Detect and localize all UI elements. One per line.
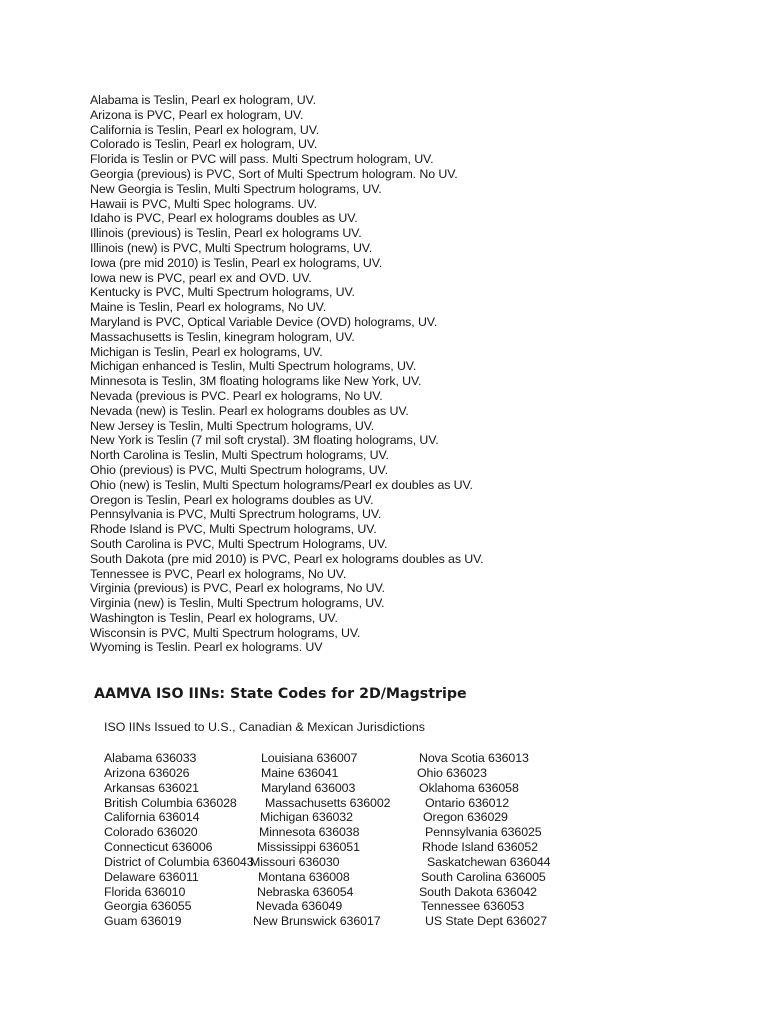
iin-cell: Ontario 636012 bbox=[425, 795, 510, 810]
iin-row bbox=[0, 870, 768, 885]
iin-cell: Louisiana 636007 bbox=[261, 751, 358, 765]
state-line: New Georgia is Teslin, Multi Spectrum holograms, UV. bbox=[90, 181, 382, 196]
state-line: Michigan is Teslin, Pearl ex holograms, UV. bbox=[90, 344, 323, 359]
iin-cell: Oklahoma 636058 bbox=[419, 780, 519, 795]
iin-cell: Rhode Island 636052 bbox=[422, 840, 538, 855]
iin-cell: Oregon 636029 bbox=[423, 810, 508, 825]
iin-cell: Nevada 636049 bbox=[256, 899, 343, 914]
state-line: North Carolina is Teslin, Multi Spectrum holograms, UV. bbox=[90, 448, 389, 463]
iin-cell: South Dakota 636042 bbox=[419, 884, 537, 899]
state-line: New Jersey is Teslin, Multi Spectrum holograms, UV. bbox=[90, 418, 375, 433]
iin-cell: Missouri 636030 bbox=[250, 854, 340, 869]
iin-cell: Colorado 636020 bbox=[104, 825, 198, 840]
state-line: Oregon is Teslin, Pearl ex holograms doubles as UV. bbox=[90, 492, 374, 507]
iin-cell: California 636014 bbox=[104, 810, 200, 825]
state-line: Iowa new is PVC, pearl ex and OVD. UV. bbox=[90, 270, 312, 285]
iin-cell: Montana 636008 bbox=[258, 869, 350, 884]
state-line: Nevada (previous is PVC. Pearl ex holograms, No UV. bbox=[90, 388, 383, 403]
state-line: Nevada (new) is Teslin. Pearl ex holograms doubles as UV. bbox=[90, 403, 409, 418]
state-line: Michigan enhanced is Teslin, Multi Spectrum holograms, UV. bbox=[90, 359, 417, 374]
state-line: Georgia (previous) is PVC, Sort of Multi Spectrum hologram. No UV. bbox=[90, 166, 458, 181]
state-line: Virginia (new) is Teslin, Multi Spectrum holograms, UV. bbox=[90, 596, 385, 611]
state-line: Wisconsin is PVC, Multi Spectrum holograms, UV. bbox=[90, 625, 361, 640]
iin-row bbox=[0, 914, 768, 929]
state-line: Iowa (pre mid 2010) is Teslin, Pearl ex holograms, UV. bbox=[90, 255, 383, 270]
section-title: AAMVA ISO IINs: State Codes for 2D/Magstripe bbox=[94, 686, 467, 702]
iin-cell: District of Columbia 636043 bbox=[104, 854, 254, 869]
iin-cell: Massachusetts 636002 bbox=[265, 795, 391, 810]
iin-cell: Ohio 636023 bbox=[417, 765, 487, 780]
state-line: California is Teslin, Pearl ex hologram, UV. bbox=[90, 122, 320, 137]
state-line: Idaho is PVC, Pearl ex holograms doubles as UV. bbox=[90, 211, 358, 226]
state-line: Florida is Teslin or PVC will pass. Multi Spectrum hologram, UV. bbox=[90, 152, 434, 167]
state-line: Minnesota is Teslin, 3M floating holograms like New York, UV. bbox=[90, 374, 422, 389]
iin-row bbox=[0, 751, 768, 766]
iin-cell: Maryland 636003 bbox=[261, 780, 356, 795]
state-line: Pennsylvania is PVC, Multi Sprectrum holograms, UV. bbox=[90, 507, 382, 522]
state-line: Colorado is Teslin, Pearl ex hologram, UV. bbox=[90, 137, 318, 152]
iin-cell: Nova Scotia 636013 bbox=[419, 751, 529, 765]
iin-cell: Saskatchewan 636044 bbox=[427, 854, 551, 869]
state-line: Ohio (previous) is PVC, Multi Spectrum holograms, UV. bbox=[90, 462, 388, 477]
state-line: Virginia (previous) is PVC, Pearl ex holograms, No UV. bbox=[90, 581, 385, 596]
state-line: Wyoming is Teslin. Pearl ex holograms. UV bbox=[90, 640, 323, 655]
iin-cell: US State Dept 636027 bbox=[425, 914, 547, 929]
iin-row bbox=[0, 766, 768, 781]
state-line: Washington is Teslin, Pearl ex holograms, UV. bbox=[90, 610, 338, 625]
state-line: Massachusetts is Teslin, kinegram hologram, UV. bbox=[90, 329, 355, 344]
state-line: Ohio (new) is Teslin, Multi Spectum holograms/Pearl ex doubles as UV. bbox=[90, 477, 473, 492]
state-material-list bbox=[90, 93, 710, 655]
state-line: Arizona is PVC, Pearl ex hologram, UV. bbox=[90, 107, 304, 122]
state-line: Alabama is Teslin, Pearl ex hologram, UV. bbox=[90, 93, 316, 107]
iin-cell: Delaware 636011 bbox=[104, 869, 199, 884]
iin-cell: Guam 636019 bbox=[104, 914, 182, 929]
iin-cell: Alabama 636033 bbox=[104, 751, 197, 765]
iin-row bbox=[0, 855, 768, 870]
iin-cell: Nebraska 636054 bbox=[257, 884, 354, 899]
state-line: South Carolina is PVC, Multi Spectrum Holograms, UV. bbox=[90, 536, 388, 551]
iin-cell: Tennessee 636053 bbox=[421, 899, 525, 914]
state-line: Illinois (previous) is Teslin, Pearl ex holograms UV. bbox=[90, 226, 362, 241]
iin-cell: Pennsylvania 636025 bbox=[425, 825, 542, 840]
iin-cell: Florida 636010 bbox=[104, 884, 186, 899]
iin-row bbox=[0, 796, 768, 811]
state-line: Kentucky is PVC, Multi Spectrum holograms, UV. bbox=[90, 285, 355, 300]
state-line: Maine is Teslin, Pearl ex holograms, No UV. bbox=[90, 300, 327, 315]
state-line: Maryland is PVC, Optical Variable Device (OVD) holograms, UV. bbox=[90, 314, 438, 329]
iin-cell: New Brunswick 636017 bbox=[253, 914, 381, 929]
iin-cell: British Columbia 636028 bbox=[104, 795, 237, 810]
iin-cell: Arizona 636026 bbox=[104, 765, 190, 780]
iin-subtitle: ISO IINs Issued to U.S., Canadian & Mexican Jurisdictions bbox=[104, 720, 425, 734]
iin-row bbox=[0, 899, 768, 914]
iin-row bbox=[0, 840, 768, 855]
iin-cell: South Carolina 636005 bbox=[421, 869, 546, 884]
iin-cell: Maine 636041 bbox=[261, 765, 339, 780]
iin-row bbox=[0, 810, 768, 825]
iin-cell: Mississippi 636051 bbox=[257, 840, 360, 855]
iin-cell: Arkansas 636021 bbox=[104, 780, 199, 795]
iin-code-table bbox=[0, 751, 768, 929]
iin-row bbox=[0, 825, 768, 840]
iin-cell: Connecticut 636006 bbox=[104, 840, 213, 855]
iin-cell: Minnesota 636038 bbox=[259, 825, 360, 840]
iin-row bbox=[0, 781, 768, 796]
iin-row bbox=[0, 885, 768, 900]
state-line: Rhode Island is PVC, Multi Spectrum holograms, UV. bbox=[90, 522, 377, 537]
state-line: Tennessee is PVC, Pearl ex holograms, No UV. bbox=[90, 566, 347, 581]
iin-cell: Michigan 636032 bbox=[260, 810, 353, 825]
state-line: Illinois (new) is PVC, Multi Spectrum holograms, UV. bbox=[90, 240, 373, 255]
state-line: Hawaii is PVC, Multi Spec holograms. UV. bbox=[90, 196, 317, 211]
state-line: New York is Teslin (7 mil soft crystal). 3M floating holograms, UV. bbox=[90, 433, 439, 448]
state-line: South Dakota (pre mid 2010) is PVC, Pearl ex holograms doubles as UV. bbox=[90, 551, 484, 566]
iin-cell: Georgia 636055 bbox=[104, 899, 192, 914]
